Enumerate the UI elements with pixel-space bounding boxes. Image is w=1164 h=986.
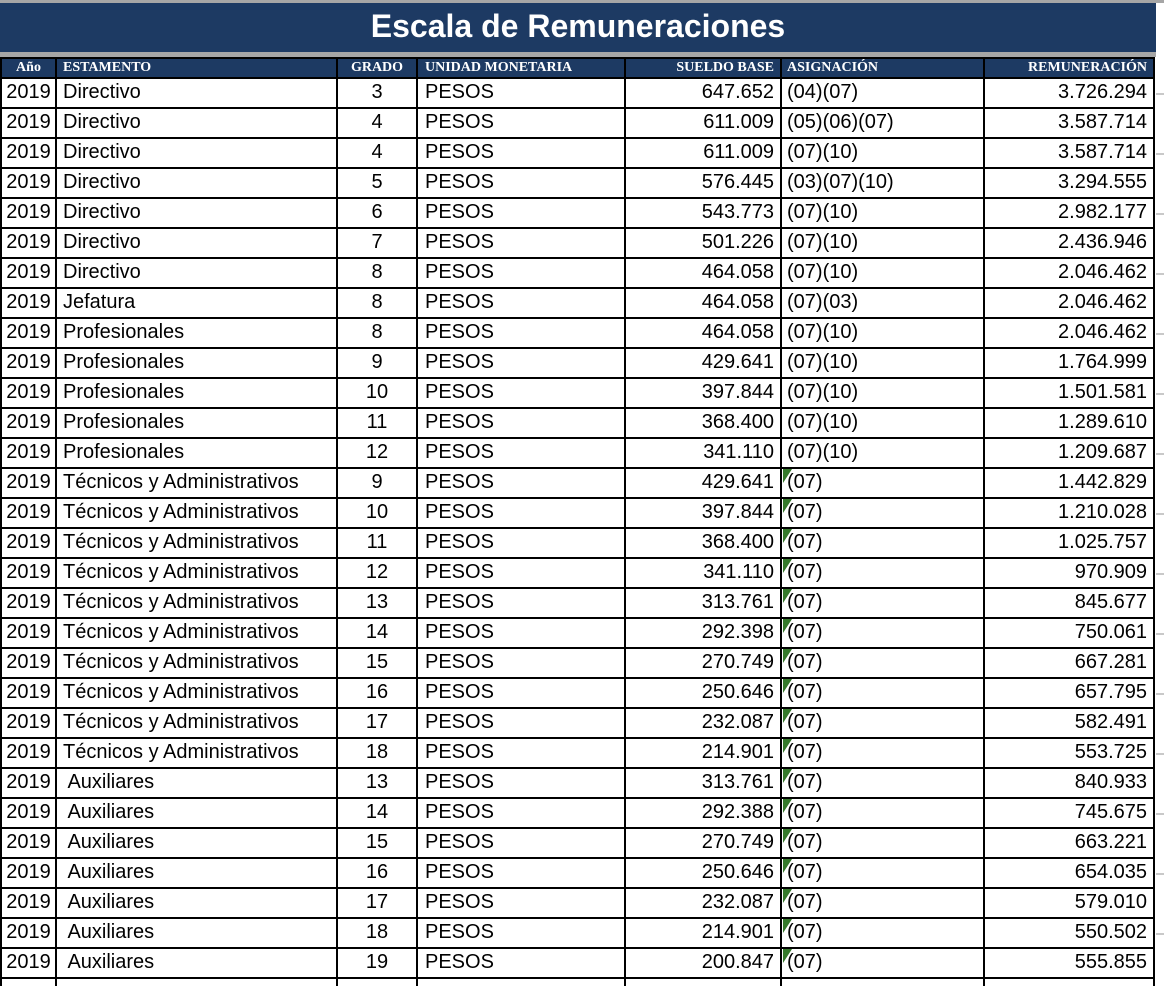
cell-grado[interactable]: 7	[338, 229, 418, 257]
cell-sueldo-base[interactable]: 200.847	[626, 949, 782, 977]
table-row	[0, 319, 1155, 349]
cell-grado[interactable]: 16	[338, 859, 418, 887]
asignacion-value: (07)	[787, 561, 823, 583]
asignacion-value: (07)(10)	[787, 411, 859, 433]
cell-ano[interactable]: 2019	[2, 889, 57, 917]
asignacion-value: (07)	[787, 861, 823, 883]
cell-grado[interactable]: 19	[338, 949, 418, 977]
asignacion-value: (03)(07)(10)	[787, 171, 894, 193]
cell-estamento[interactable]: Auxiliares	[57, 889, 338, 917]
cell-sueldo-base[interactable]: 464.058	[626, 259, 782, 287]
table-row	[0, 649, 1155, 679]
cell-unidad-monetaria[interactable]: PESOS	[418, 409, 626, 437]
cell-unidad-monetaria[interactable]: PESOS	[418, 469, 626, 497]
cell-sueldo-base[interactable]: 313.761	[626, 589, 782, 617]
cell-unidad-monetaria[interactable]: PESOS	[418, 769, 626, 797]
cell-ano[interactable]: 2019	[2, 139, 57, 167]
table-row	[0, 289, 1155, 319]
table-row	[0, 109, 1155, 139]
cell-unidad-monetaria[interactable]: PESOS	[418, 589, 626, 617]
cell-remuneracion[interactable]: 553.725	[985, 739, 1155, 767]
cell-sueldo-base[interactable]: 397.844	[626, 499, 782, 527]
column-header-remuneracion[interactable]: REMUNERACIÓN	[985, 59, 1155, 77]
table-header-row	[0, 57, 1155, 79]
cell-estamento[interactable]: Directivo	[57, 259, 338, 287]
cell-unidad-monetaria[interactable]: PESOS	[418, 889, 626, 917]
cell-sueldo-base[interactable]: 250.646	[626, 859, 782, 887]
cell-sueldo-base[interactable]: 611.009	[626, 139, 782, 167]
cell-grado[interactable]: 15	[338, 649, 418, 677]
asignacion-value: (07)	[787, 471, 823, 493]
asignacion-value: (07)(10)	[787, 231, 859, 253]
cell-ano[interactable]: 2019	[2, 739, 57, 767]
cell-estamento[interactable]: Profesionales	[57, 349, 338, 377]
cell-sueldo-base[interactable]: 250.646	[626, 679, 782, 707]
table-row	[0, 379, 1155, 409]
cell-ano[interactable]: 2019	[2, 649, 57, 677]
table-row	[0, 739, 1155, 769]
cell-ano[interactable]: 2019	[2, 949, 57, 977]
cell-unidad-monetaria[interactable]: PESOS	[418, 619, 626, 647]
cell-asignacion[interactable]	[782, 649, 985, 677]
cell-grado[interactable]: 6	[338, 199, 418, 227]
cell-grado[interactable]: 12	[338, 559, 418, 587]
cell-unidad-monetaria[interactable]: PESOS	[418, 709, 626, 737]
page-title: Escala de Remuneraciones	[370, 8, 786, 44]
cell-grado[interactable]	[338, 979, 418, 986]
cell-asignacion[interactable]	[782, 439, 985, 467]
cell-asignacion[interactable]	[782, 349, 985, 377]
cell-unidad-monetaria[interactable]: PESOS	[418, 529, 626, 557]
asignacion-value: (07)(10)	[787, 201, 859, 223]
cell-ano[interactable]: 2019	[2, 769, 57, 797]
asignacion-value: (07)	[787, 591, 823, 613]
cell-unidad-monetaria[interactable]: PESOS	[418, 289, 626, 317]
cell-estamento[interactable]: Técnicos y Administrativos	[57, 529, 338, 557]
cell-sueldo-base[interactable]	[626, 979, 782, 986]
table-row	[0, 469, 1155, 499]
cell-remuneracion[interactable]: 750.061	[985, 619, 1155, 647]
cell-sueldo-base[interactable]: 292.388	[626, 799, 782, 827]
cell-estamento[interactable]: Técnicos y Administrativos	[57, 559, 338, 587]
cell-sueldo-base[interactable]: 232.087	[626, 889, 782, 917]
table-row	[0, 919, 1155, 949]
column-header-estamento[interactable]: ESTAMENTO	[57, 59, 338, 77]
cell-unidad-monetaria[interactable]: PESOS	[418, 949, 626, 977]
cell-remuneracion[interactable]: 579.010	[985, 889, 1155, 917]
cell-grado[interactable]: 3	[338, 79, 418, 107]
title-bar[interactable]	[0, 3, 1156, 52]
cell-unidad-monetaria[interactable]: PESOS	[418, 739, 626, 767]
cell-ano[interactable]: 2019	[2, 499, 57, 527]
cell-estamento[interactable]: Auxiliares	[57, 949, 338, 977]
column-header-ano[interactable]: Año	[2, 59, 57, 77]
cell-unidad-monetaria[interactable]: PESOS	[418, 859, 626, 887]
cell-asignacion[interactable]	[782, 589, 985, 617]
cell-estamento[interactable]: Profesionales	[57, 439, 338, 467]
cell-remuneracion[interactable]: 2.046.462	[985, 289, 1155, 317]
cell-grado[interactable]: 8	[338, 319, 418, 347]
cell-grado[interactable]: 11	[338, 529, 418, 557]
asignacion-value: (07)(10)	[787, 141, 859, 163]
cell-ano[interactable]: 2019	[2, 529, 57, 557]
cell-unidad-monetaria[interactable]: PESOS	[418, 439, 626, 467]
cell-sueldo-base[interactable]: 313.761	[626, 769, 782, 797]
cell-sueldo-base[interactable]: 429.641	[626, 469, 782, 497]
cell-ano[interactable]: 2019	[2, 259, 57, 287]
cell-estamento[interactable]: Jefatura	[57, 289, 338, 317]
cell-estamento[interactable]: Auxiliares	[57, 829, 338, 857]
cell-sueldo-base[interactable]: 232.087	[626, 709, 782, 737]
cell-ano[interactable]: 2019	[2, 859, 57, 887]
cell-asignacion[interactable]	[782, 979, 985, 986]
asignacion-value: (07)	[787, 531, 823, 553]
cell-asignacion[interactable]	[782, 949, 985, 977]
cell-remuneracion[interactable]: 1.442.829	[985, 469, 1155, 497]
cell-asignacion[interactable]	[782, 469, 985, 497]
cell-estamento[interactable]: Técnicos y Administrativos	[57, 679, 338, 707]
cell-estamento[interactable]: Auxiliares	[57, 859, 338, 887]
asignacion-value: (07)(03)	[787, 291, 859, 313]
cell-unidad-monetaria[interactable]: PESOS	[418, 919, 626, 947]
cell-grado[interactable]: 18	[338, 739, 418, 767]
cell-remuneracion[interactable]: 1.209.687	[985, 439, 1155, 467]
cell-sueldo-base[interactable]: 270.749	[626, 649, 782, 677]
asignacion-value: (07)(10)	[787, 441, 859, 463]
cell-sueldo-base[interactable]: 214.901	[626, 919, 782, 947]
asignacion-value: (07)	[787, 681, 823, 703]
table-row	[0, 229, 1155, 259]
cell-asignacion[interactable]	[782, 169, 985, 197]
cell-grado[interactable]: 12	[338, 439, 418, 467]
cell-grado[interactable]: 17	[338, 889, 418, 917]
asignacion-value: (07)	[787, 921, 823, 943]
asignacion-value: (07)(10)	[787, 351, 859, 373]
remuneration-table	[0, 57, 1155, 986]
column-header-asignacion[interactable]: ASIGNACIÓN	[782, 59, 985, 77]
cell-asignacion[interactable]	[782, 919, 985, 947]
cell-asignacion[interactable]	[782, 229, 985, 257]
cell-ano[interactable]: 2019	[2, 169, 57, 197]
cell-unidad-monetaria[interactable]: PESOS	[418, 259, 626, 287]
column-header-sueldo-base[interactable]: SUELDO BASE	[626, 59, 782, 77]
cell-asignacion[interactable]	[782, 679, 985, 707]
table-row	[0, 889, 1155, 919]
cell-ano[interactable]: 2019	[2, 799, 57, 827]
cell-asignacion[interactable]	[782, 709, 985, 737]
asignacion-value: (07)	[787, 651, 823, 673]
cell-grado[interactable]: 5	[338, 169, 418, 197]
cell-remuneracion[interactable]: 3.587.714	[985, 109, 1155, 137]
cell-ano[interactable]: 2019	[2, 229, 57, 257]
cell-asignacion[interactable]	[782, 559, 985, 587]
table-row	[0, 679, 1155, 709]
cell-asignacion[interactable]	[782, 739, 985, 767]
cell-grado[interactable]: 4	[338, 109, 418, 137]
table-row	[0, 499, 1155, 529]
cell-unidad-monetaria[interactable]: PESOS	[418, 829, 626, 857]
cell-unidad-monetaria[interactable]: PESOS	[418, 109, 626, 137]
cell-grado[interactable]: 13	[338, 589, 418, 617]
cell-grado[interactable]: 10	[338, 499, 418, 527]
cell-estamento[interactable]: Técnicos y Administrativos	[57, 739, 338, 767]
cell-asignacion[interactable]	[782, 319, 985, 347]
cell-unidad-monetaria[interactable]: PESOS	[418, 319, 626, 347]
cell-sueldo-base[interactable]: 464.058	[626, 289, 782, 317]
table-row	[0, 589, 1155, 619]
cell-asignacion[interactable]	[782, 409, 985, 437]
cell-remuneracion[interactable]: 2.982.177	[985, 199, 1155, 227]
table-row	[0, 619, 1155, 649]
table-row	[0, 199, 1155, 229]
cell-remuneracion[interactable]: 845.677	[985, 589, 1155, 617]
cell-unidad-monetaria[interactable]: PESOS	[418, 679, 626, 707]
cell-remuneracion[interactable]: 2.046.462	[985, 259, 1155, 287]
cell-ano[interactable]: 2019	[2, 919, 57, 947]
asignacion-value: (07)(10)	[787, 261, 859, 283]
cell-sueldo-base[interactable]: 341.110	[626, 439, 782, 467]
cell-unidad-monetaria[interactable]: PESOS	[418, 559, 626, 587]
table-row-partial	[0, 979, 1155, 986]
cell-remuneracion[interactable]: 1.025.757	[985, 529, 1155, 557]
asignacion-value: (07)(10)	[787, 321, 859, 343]
cell-estamento[interactable]: Auxiliares	[57, 799, 338, 827]
cell-grado[interactable]: 16	[338, 679, 418, 707]
cell-estamento[interactable]: Directivo	[57, 139, 338, 167]
cell-estamento[interactable]: Directivo	[57, 169, 338, 197]
cell-ano[interactable]: 2019	[2, 349, 57, 377]
cell-asignacion[interactable]	[782, 139, 985, 167]
table-row	[0, 859, 1155, 889]
cell-ano[interactable]: 2019	[2, 79, 57, 107]
table-row	[0, 529, 1155, 559]
cell-remuneracion[interactable]: 2.046.462	[985, 319, 1155, 347]
asignacion-value: (07)	[787, 501, 823, 523]
cell-sueldo-base[interactable]: 576.445	[626, 169, 782, 197]
table-row	[0, 349, 1155, 379]
cell-estamento[interactable]: Técnicos y Administrativos	[57, 619, 338, 647]
cell-remuneracion[interactable]: 550.502	[985, 919, 1155, 947]
cell-sueldo-base[interactable]: 647.652	[626, 79, 782, 107]
cell-remuneracion[interactable]: 840.933	[985, 769, 1155, 797]
asignacion-value: (07)(10)	[787, 381, 859, 403]
cell-asignacion[interactable]	[782, 289, 985, 317]
cell-estamento[interactable]: Profesionales	[57, 319, 338, 347]
cell-remuneracion[interactable]: 1.210.028	[985, 499, 1155, 527]
asignacion-value: (07)	[787, 891, 823, 913]
cell-asignacion[interactable]	[782, 799, 985, 827]
asignacion-value: (07)	[787, 711, 823, 733]
cell-grado[interactable]: 13	[338, 769, 418, 797]
cell-estamento[interactable]: Auxiliares	[57, 919, 338, 947]
table-row	[0, 799, 1155, 829]
table-row	[0, 439, 1155, 469]
cell-unidad-monetaria[interactable]: PESOS	[418, 199, 626, 227]
table-row	[0, 169, 1155, 199]
cell-ano[interactable]: 2019	[2, 409, 57, 437]
cell-estamento[interactable]: Técnicos y Administrativos	[57, 469, 338, 497]
cell-ano[interactable]: 2019	[2, 439, 57, 467]
cell-ano[interactable]: 2019	[2, 379, 57, 407]
cell-unidad-monetaria[interactable]: PESOS	[418, 79, 626, 107]
table-row	[0, 259, 1155, 289]
cell-remuneracion[interactable]: 1.289.610	[985, 409, 1155, 437]
cell-remuneracion[interactable]: 555.855	[985, 949, 1155, 977]
cell-sueldo-base[interactable]: 368.400	[626, 529, 782, 557]
cell-estamento[interactable]: Técnicos y Administrativos	[57, 649, 338, 677]
asignacion-value: (07)	[787, 621, 823, 643]
cell-asignacion[interactable]	[782, 259, 985, 287]
column-header-unidad-monetaria[interactable]: UNIDAD MONETARIA	[418, 59, 626, 77]
cell-sueldo-base[interactable]: 501.226	[626, 229, 782, 257]
cell-grado[interactable]: 11	[338, 409, 418, 437]
cell-unidad-monetaria[interactable]: PESOS	[418, 499, 626, 527]
cell-ano[interactable]	[2, 979, 57, 986]
cell-unidad-monetaria[interactable]: PESOS	[418, 649, 626, 677]
cell-estamento[interactable]: Directivo	[57, 79, 338, 107]
cell-grado[interactable]: 8	[338, 259, 418, 287]
cell-asignacion[interactable]	[782, 859, 985, 887]
cell-remuneracion[interactable]: 654.035	[985, 859, 1155, 887]
cell-unidad-monetaria[interactable]: PESOS	[418, 379, 626, 407]
cell-estamento[interactable]	[57, 979, 338, 986]
cell-ano[interactable]: 2019	[2, 679, 57, 707]
cell-remuneracion[interactable]: 2.436.946	[985, 229, 1155, 257]
cell-remuneracion[interactable]: 3.294.555	[985, 169, 1155, 197]
cell-grado[interactable]: 10	[338, 379, 418, 407]
cell-remuneracion[interactable]: 667.281	[985, 649, 1155, 677]
column-header-grado[interactable]: GRADO	[338, 59, 418, 77]
cell-grado[interactable]: 14	[338, 799, 418, 827]
cell-ano[interactable]: 2019	[2, 319, 57, 347]
cell-sueldo-base[interactable]: 543.773	[626, 199, 782, 227]
cell-estamento[interactable]: Auxiliares	[57, 769, 338, 797]
table-row	[0, 409, 1155, 439]
cell-asignacion[interactable]	[782, 529, 985, 557]
cell-unidad-monetaria[interactable]: PESOS	[418, 799, 626, 827]
cell-asignacion[interactable]	[782, 829, 985, 857]
cell-remuneracion[interactable]: 1.501.581	[985, 379, 1155, 407]
cell-unidad-monetaria[interactable]	[418, 979, 626, 986]
cell-ano[interactable]: 2019	[2, 709, 57, 737]
cell-sueldo-base[interactable]: 464.058	[626, 319, 782, 347]
cell-grado[interactable]: 9	[338, 349, 418, 377]
cell-estamento[interactable]: Técnicos y Administrativos	[57, 499, 338, 527]
cell-asignacion[interactable]	[782, 199, 985, 227]
cell-unidad-monetaria[interactable]: PESOS	[418, 229, 626, 257]
table-row	[0, 139, 1155, 169]
cell-remuneracion[interactable]: 745.675	[985, 799, 1155, 827]
cell-grado[interactable]: 15	[338, 829, 418, 857]
cell-estamento[interactable]: Profesionales	[57, 409, 338, 437]
cell-remuneracion[interactable]: 1.764.999	[985, 349, 1155, 377]
cell-remuneracion[interactable]: 3.587.714	[985, 139, 1155, 167]
cell-estamento[interactable]: Técnicos y Administrativos	[57, 709, 338, 737]
cell-ano[interactable]: 2019	[2, 829, 57, 857]
cell-ano[interactable]: 2019	[2, 199, 57, 227]
cell-asignacion[interactable]	[782, 109, 985, 137]
cell-sueldo-base[interactable]: 292.398	[626, 619, 782, 647]
cell-unidad-monetaria[interactable]: PESOS	[418, 169, 626, 197]
cell-ano[interactable]: 2019	[2, 559, 57, 587]
cell-estamento[interactable]: Directivo	[57, 109, 338, 137]
asignacion-value: (04)(07)	[787, 81, 859, 103]
cell-sueldo-base[interactable]: 341.110	[626, 559, 782, 587]
table-row	[0, 829, 1155, 859]
cell-asignacion[interactable]	[782, 619, 985, 647]
asignacion-value: (07)	[787, 771, 823, 793]
table-body	[0, 79, 1155, 979]
table-row	[0, 949, 1155, 979]
cell-grado[interactable]: 17	[338, 709, 418, 737]
cell-grado[interactable]: 9	[338, 469, 418, 497]
cell-grado[interactable]: 8	[338, 289, 418, 317]
cell-sueldo-base[interactable]: 214.901	[626, 739, 782, 767]
cell-sueldo-base[interactable]: 397.844	[626, 379, 782, 407]
cell-ano[interactable]: 2019	[2, 289, 57, 317]
asignacion-value: (07)	[787, 831, 823, 853]
cell-estamento[interactable]: Profesionales	[57, 379, 338, 407]
table-row	[0, 559, 1155, 589]
cell-ano[interactable]: 2019	[2, 109, 57, 137]
cell-sueldo-base[interactable]: 429.641	[626, 349, 782, 377]
sheet-canvas-right-margin	[1156, 57, 1164, 986]
cell-estamento[interactable]: Directivo	[57, 199, 338, 227]
cell-unidad-monetaria[interactable]: PESOS	[418, 349, 626, 377]
cell-remuneracion[interactable]: 657.795	[985, 679, 1155, 707]
cell-ano[interactable]: 2019	[2, 619, 57, 647]
cell-estamento[interactable]: Directivo	[57, 229, 338, 257]
asignacion-value: (07)	[787, 951, 823, 973]
table-row	[0, 709, 1155, 739]
cell-ano[interactable]: 2019	[2, 469, 57, 497]
cell-remuneracion[interactable]: 582.491	[985, 709, 1155, 737]
asignacion-value: (07)	[787, 801, 823, 823]
table-row	[0, 79, 1155, 109]
asignacion-value: (07)	[787, 741, 823, 763]
cell-ano[interactable]: 2019	[2, 589, 57, 617]
cell-grado[interactable]: 14	[338, 619, 418, 647]
cell-asignacion[interactable]	[782, 889, 985, 917]
cell-remuneracion[interactable]: 970.909	[985, 559, 1155, 587]
table-row	[0, 769, 1155, 799]
cell-sueldo-base[interactable]: 368.400	[626, 409, 782, 437]
asignacion-value: (05)(06)(07)	[787, 111, 894, 133]
cell-asignacion[interactable]	[782, 769, 985, 797]
cell-asignacion[interactable]	[782, 379, 985, 407]
cell-remuneracion[interactable]: 663.221	[985, 829, 1155, 857]
cell-grado[interactable]: 4	[338, 139, 418, 167]
cell-asignacion[interactable]	[782, 499, 985, 527]
cell-remuneracion[interactable]	[985, 979, 1155, 986]
cell-grado[interactable]: 18	[338, 919, 418, 947]
cell-unidad-monetaria[interactable]: PESOS	[418, 139, 626, 167]
cell-remuneracion[interactable]: 3.726.294	[985, 79, 1155, 107]
cell-sueldo-base[interactable]: 270.749	[626, 829, 782, 857]
cell-asignacion[interactable]	[782, 79, 985, 107]
cell-sueldo-base[interactable]: 611.009	[626, 109, 782, 137]
cell-estamento[interactable]: Técnicos y Administrativos	[57, 589, 338, 617]
